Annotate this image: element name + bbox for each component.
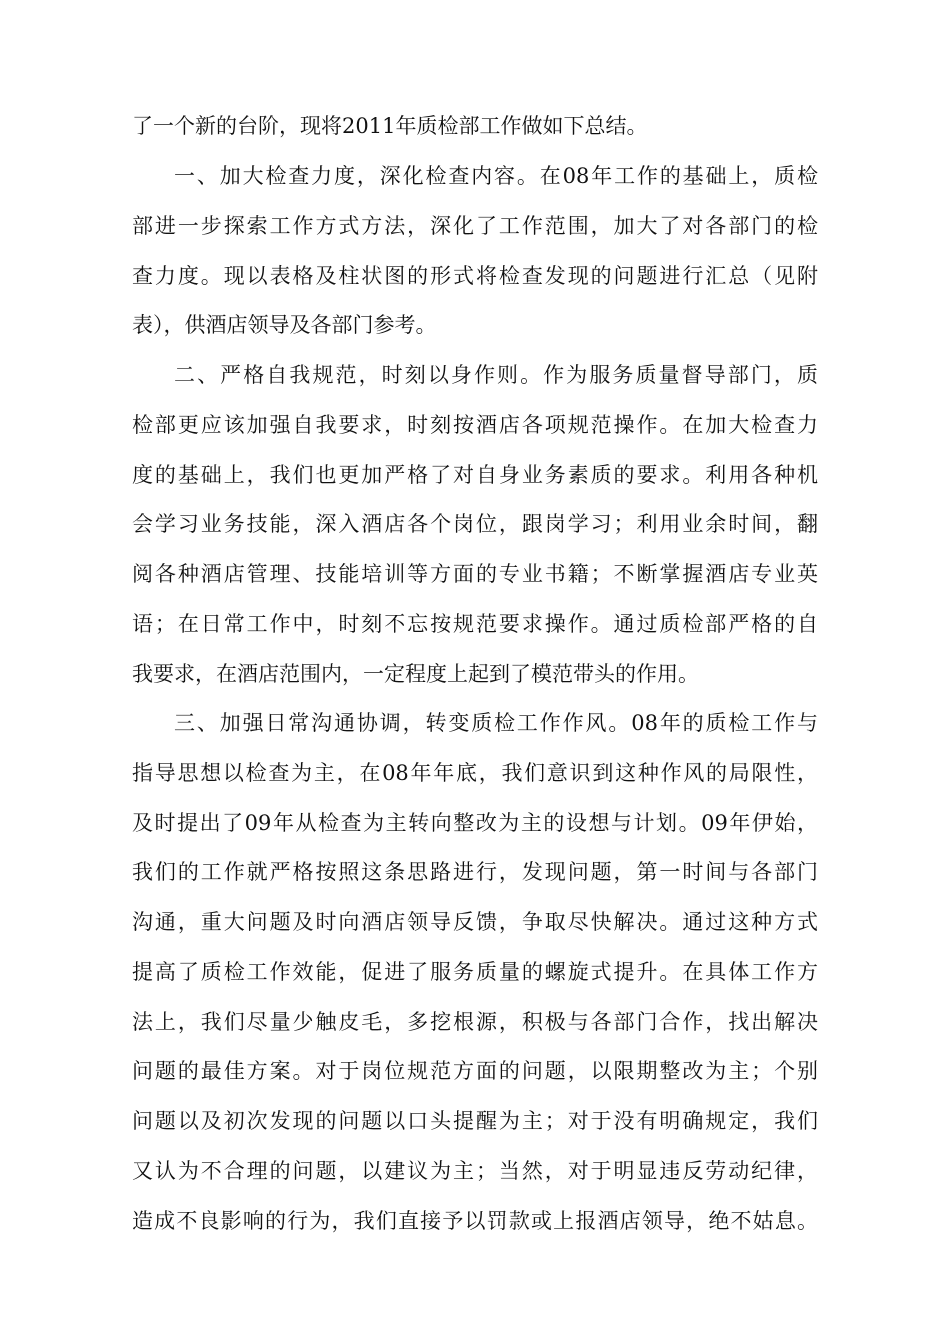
- text-line: 了一个新的台阶，现将2011年质检部工作做如下总结。: [132, 114, 648, 138]
- text-line: 阅各种酒店管理、技能培训等方面的专业书籍；不断掌握酒店专业英: [132, 562, 818, 586]
- text-line: 问题以及初次发现的问题以口头提醒为主；对于没有明确规定，我们: [132, 1109, 818, 1133]
- paragraph-1-heading-line: 一、加大检查力度，深化检查内容。在08年工作的基础上，质检: [174, 164, 818, 188]
- text-line: 查力度。现以表格及柱状图的形式将检查发现的问题进行汇总（见附: [132, 264, 818, 288]
- text-line: 度的基础上，我们也更加严格了对自身业务素质的要求。利用各种机: [132, 463, 818, 487]
- text-line: 会学习业务技能，深入酒店各个岗位，跟岗学习；利用业余时间，翻: [132, 512, 818, 536]
- paragraph-2-heading-line: 二、严格自我规范，时刻以身作则。作为服务质量督导部门，质: [174, 363, 818, 387]
- text-line: 及时提出了09年从检查为主转向整改为主的设想与计划。09年伊始，: [132, 811, 818, 835]
- text-line: 沟通，重大问题及时向酒店领导反馈，争取尽快解决。通过这种方式: [132, 910, 818, 934]
- text-line: 又认为不合理的问题，以建议为主；当然，对于明显违反劳动纪律，: [132, 1159, 818, 1183]
- text-line: 我们的工作就严格按照这条思路进行，发现问题，第一时间与各部门: [132, 860, 818, 884]
- paragraph-3-heading-line: 三、加强日常沟通协调，转变质检工作作风。08年的质检工作与: [174, 711, 818, 735]
- text-line: 指导思想以检查为主，在08年年底，我们意识到这种作风的局限性，: [132, 761, 818, 785]
- text-line: 提高了质检工作效能，促进了服务质量的螺旋式提升。在具体工作方: [132, 960, 818, 984]
- text-line: 表），供酒店领导及各部门参考。: [132, 313, 437, 337]
- text-line: 问题的最佳方案。对于岗位规范方面的问题，以限期整改为主；个别: [132, 1059, 818, 1083]
- text-line: 法上，我们尽量少触皮毛，多挖根源，积极与各部门合作，找出解决: [132, 1010, 818, 1034]
- text-line: 语；在日常工作中，时刻不忘按规范要求操作。通过质检部严格的自: [132, 612, 818, 636]
- text-line: 部进一步探索工作方式方法，深化了工作范围，加大了对各部门的检: [132, 214, 818, 238]
- text-line: 造成不良影响的行为，我们直接予以罚款或上报酒店领导，绝不姑息。: [132, 1209, 818, 1233]
- text-line: 我要求，在酒店范围内，一定程度上起到了模范带头的作用。: [132, 662, 699, 686]
- text-line: 检部更应该加强自我要求，时刻按酒店各项规范操作。在加大检查力: [132, 413, 818, 437]
